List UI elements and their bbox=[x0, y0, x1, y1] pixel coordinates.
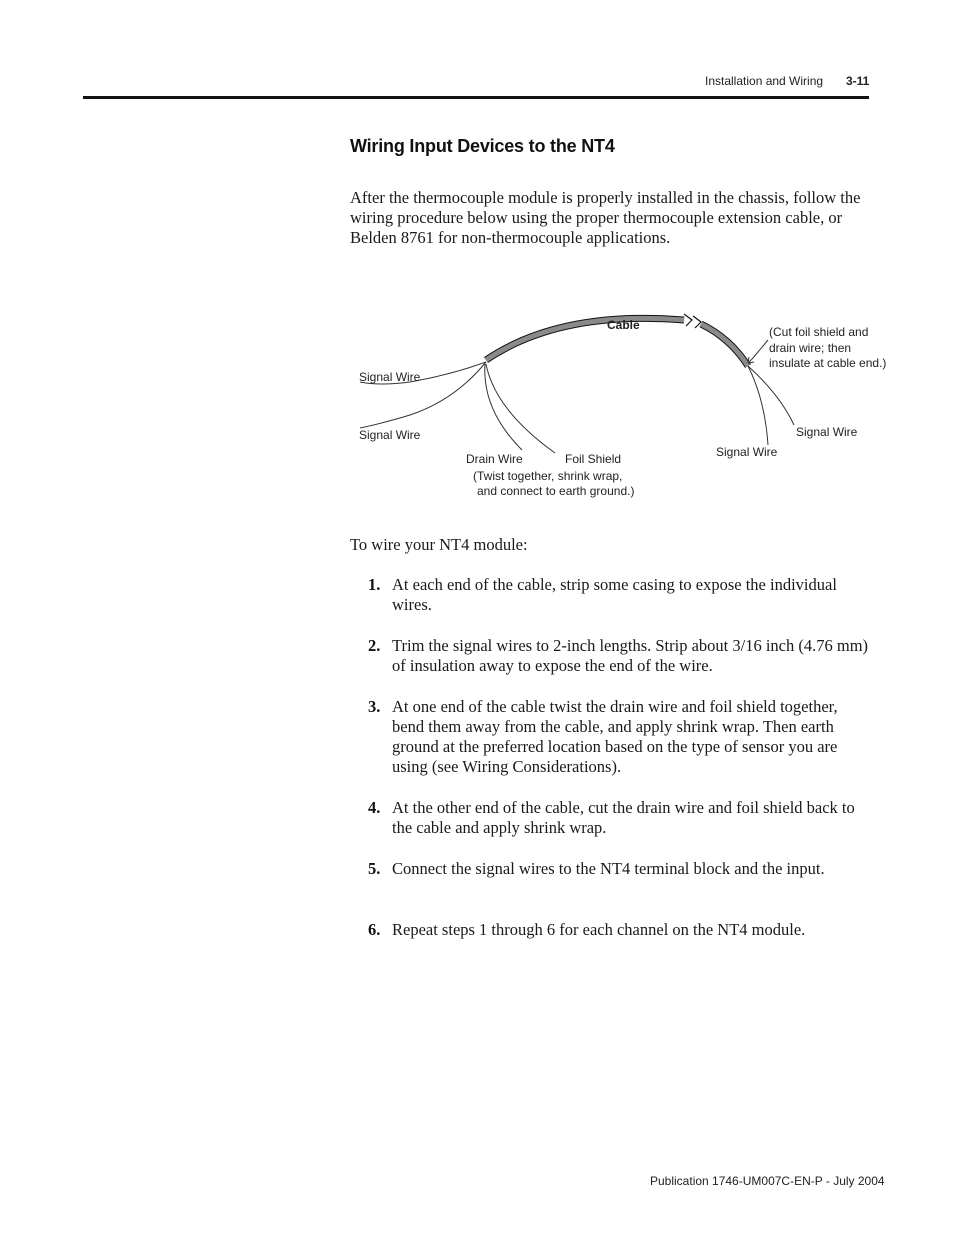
step-text: At the other end of the cable, cut the drain wire and foil shield back to the cable and apply shrink wrap. bbox=[392, 798, 855, 837]
left-signal-wire-label-1: Signal Wire bbox=[359, 370, 421, 384]
procedure-lead: To wire your NT4 module: bbox=[350, 535, 528, 554]
right-signal-wire-label-1: Signal Wire bbox=[716, 445, 778, 459]
step-number: 6. bbox=[368, 920, 381, 939]
cut-note-line-3: insulate at cable end.) bbox=[769, 356, 887, 370]
right-signal-wire-1 bbox=[748, 366, 768, 445]
header-divider bbox=[83, 96, 869, 99]
wiring-diagram bbox=[350, 300, 890, 510]
drain-wire bbox=[485, 364, 522, 450]
twist-note-line-2: and connect to earth ground.) bbox=[477, 484, 635, 498]
left-signal-wire-label-2: Signal Wire bbox=[359, 428, 421, 442]
publication-footer: Publication 1746-UM007C-EN-P - July 2004 bbox=[650, 1174, 885, 1188]
header-section-title: Installation and Wiring bbox=[705, 74, 824, 88]
step-number: 3. bbox=[368, 697, 381, 716]
cut-note-line-1: (Cut foil shield and bbox=[769, 325, 869, 339]
cut-note-line-2: drain wire; then bbox=[769, 341, 852, 355]
step-number: 1. bbox=[368, 575, 381, 594]
step-text: Trim the signal wires to 2-inch lengths. Strip about 3/16 inch (4.76 mm) of insulation away to expose the end of the wire. bbox=[392, 636, 869, 675]
step-text: Repeat steps 1 through 6 for each channel on the NT4 module. bbox=[392, 920, 806, 939]
cable-break-left bbox=[684, 314, 692, 326]
section-title: Wiring Input Devices to the NT4 bbox=[350, 136, 615, 156]
twist-note-line-1: (Twist together, shrink wrap, bbox=[473, 469, 623, 483]
cut-note-pointer bbox=[753, 340, 768, 358]
step-number: 5. bbox=[368, 859, 381, 878]
foil-shield bbox=[486, 364, 555, 453]
step-text: Connect the signal wires to the NT4 terminal block and the input. bbox=[392, 859, 825, 878]
right-signal-wire-2 bbox=[748, 366, 794, 425]
intro-paragraph: After the thermocouple module is properly installed in the chassis, follow the wiring procedure below using the proper thermocouple extension cable, or Belden 8761 for non-thermocouple applications. bbox=[350, 188, 861, 247]
step-text: At each end of the cable, strip some casing to expose the individual wires. bbox=[392, 575, 837, 614]
step-text: At one end of the cable twist the drain wire and foil shield together, bend them away from the cable, and apply shrink wrap. Then earth ground at the preferred location based on the type of sensor you are using (see Wiring Considerations). bbox=[392, 697, 838, 776]
cable-body-left-fill bbox=[486, 318, 684, 360]
cable-body-right-fill bbox=[701, 324, 748, 366]
cable-label: Cable bbox=[607, 318, 640, 332]
foil-shield-label: Foil Shield bbox=[565, 452, 622, 466]
step-number: 4. bbox=[368, 798, 381, 817]
header-page-number: 3-11 bbox=[846, 74, 870, 88]
cable-break-right bbox=[693, 316, 701, 328]
drain-wire-label: Drain Wire bbox=[466, 452, 523, 466]
right-signal-wire-label-2: Signal Wire bbox=[796, 425, 858, 439]
step-number: 2. bbox=[368, 636, 381, 655]
